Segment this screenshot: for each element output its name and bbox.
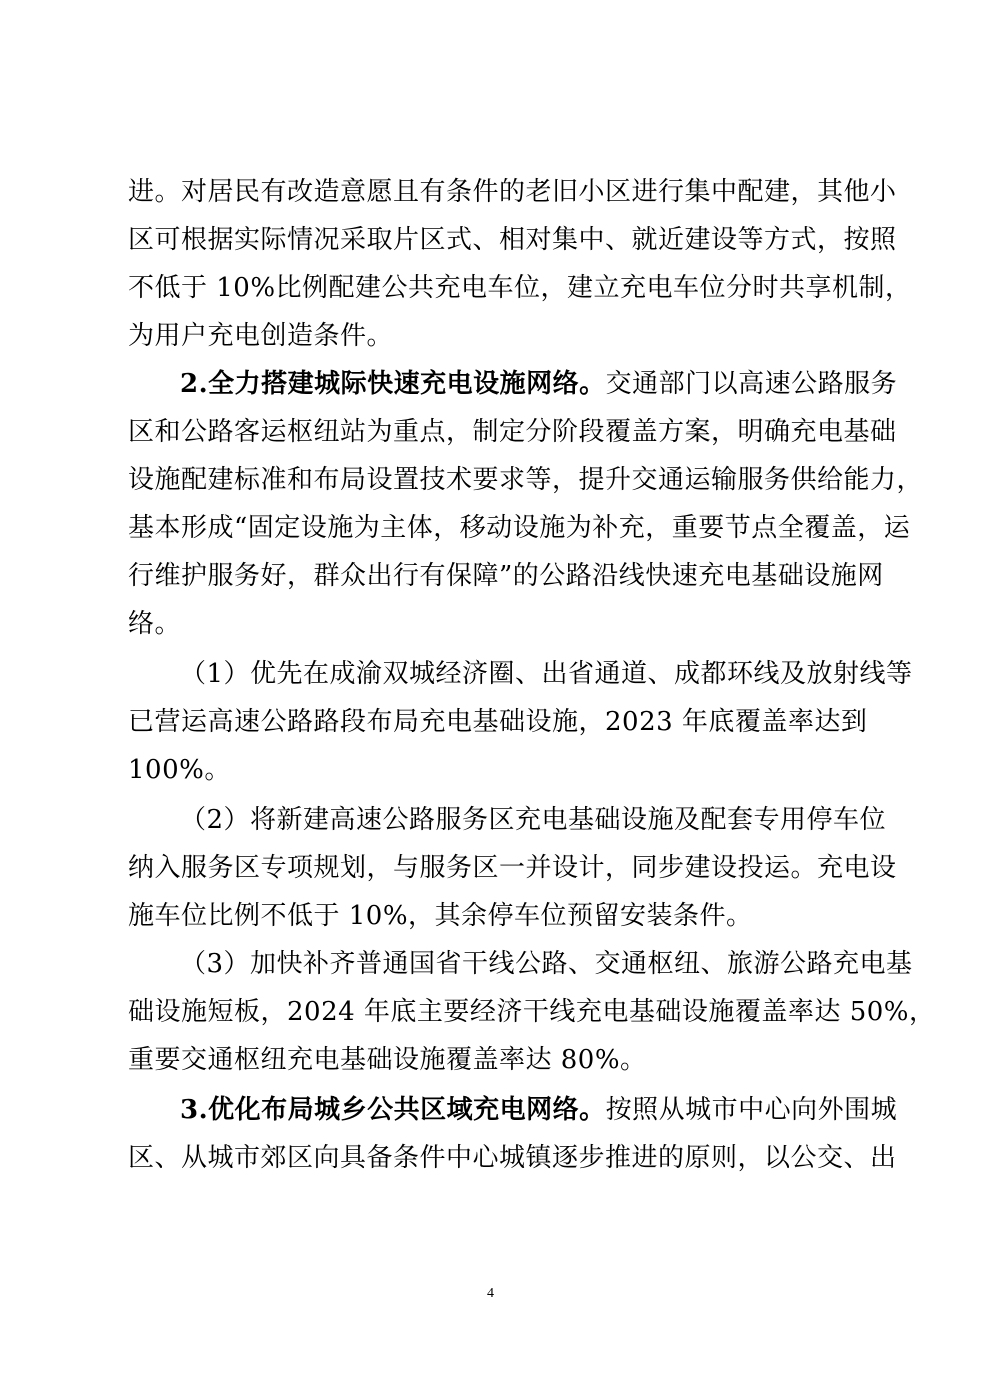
- text-line: 进。对居民有改造意愿且有条件的老旧小区进行集中配建，其他小: [128, 177, 897, 207]
- list-item-line: （3）加快补齐普通国省干线公路、交通枢纽、旅游公路充电基: [180, 949, 913, 979]
- paragraph-first-line: [180, 364, 898, 404]
- text-line: 重要交通枢纽充电基础设施覆盖率达 80%。: [128, 1045, 647, 1075]
- paragraph-first-line: [180, 1090, 898, 1130]
- text-line: 络。: [128, 609, 182, 639]
- text-line: 区和公路客运枢纽站为重点，制定分阶段覆盖方案，明确充电基础: [128, 417, 897, 447]
- list-item-line: （2）将新建高速公路服务区充电基础设施及配套专用停车位: [180, 805, 887, 835]
- text-run: 交通部门以高速公路服务: [605, 369, 898, 399]
- text-line: 础设施短板，2024 年底主要经济干线充电基础设施覆盖率达 50%，: [128, 997, 936, 1027]
- text-line: 行维护服务好，群众出行有保障”的公路沿线快速充电基础设施网: [128, 561, 884, 591]
- text-line: 为用户充电创造条件。: [128, 321, 394, 351]
- text-line: 施车位比例不低于 10%，其余停车位预留安装条件。: [128, 901, 753, 931]
- section-heading: 2.全力搭建城际快速充电设施网络。: [180, 369, 606, 399]
- list-item-line: （1）优先在成渝双城经济圈、出省通道、成都环线及放射线等: [180, 659, 913, 689]
- text-line: 基本形成“固定设施为主体，移动设施为补充，重要节点全覆盖，运: [128, 513, 911, 543]
- text-line: 设施配建标准和布局设置技术要求等，提升交通运输服务供给能力，: [128, 465, 924, 495]
- text-line: 不低于 10%比例配建公共充电车位，建立充电车位分时共享机制，: [128, 273, 912, 303]
- section-heading: 3.优化布局城乡公共区域充电网络。: [180, 1095, 606, 1125]
- text-run: 按照从城市中心向外围城: [605, 1095, 898, 1125]
- text-line: 已营运高速公路路段布局充电基础设施，2023 年底覆盖率达到: [128, 707, 868, 737]
- text-line: 100%。: [128, 755, 231, 785]
- text-line: 区可根据实际情况采取片区式、相对集中、就近建设等方式，按照: [128, 225, 897, 255]
- text-line: 纳入服务区专项规划，与服务区一并设计，同步建设投运。充电设: [128, 853, 897, 883]
- page-number: 4: [487, 1286, 494, 1301]
- text-line: 区、从城市郊区向具备条件中心城镇逐步推进的原则，以公交、出: [128, 1143, 897, 1173]
